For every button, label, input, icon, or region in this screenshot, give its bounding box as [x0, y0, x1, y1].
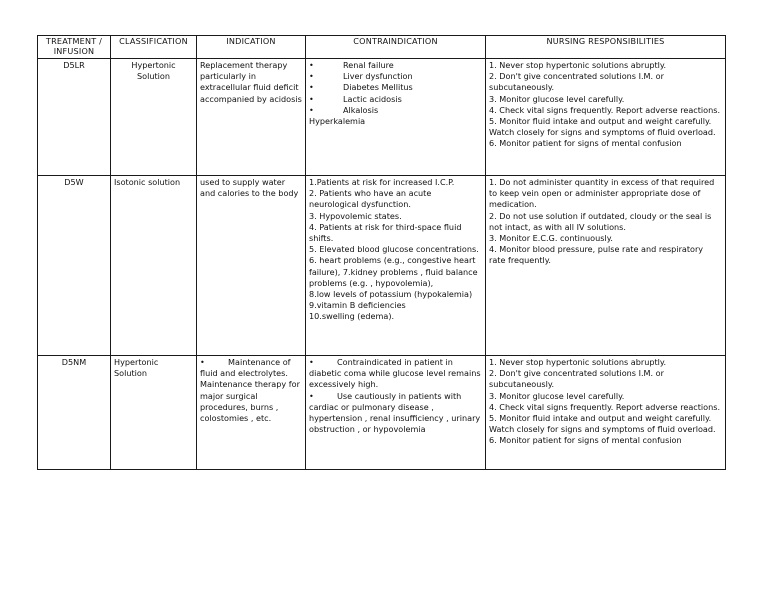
list-item: 6. Monitor patient for signs of mental confusion	[489, 138, 682, 149]
list-item: • Lactic acidosis	[309, 93, 402, 104]
bullet-icon: •	[309, 104, 314, 115]
contraindication-cell	[306, 176, 486, 356]
list-item: 3. Hypovolemic states.	[309, 210, 402, 221]
table-row	[38, 176, 726, 356]
bullet-icon: •	[309, 60, 314, 70]
list-item: 4. Check vital signs frequently. Report adverse reactions.	[489, 401, 721, 412]
header-row	[38, 36, 726, 59]
nursing-cell	[486, 176, 726, 356]
list-item: 3. Monitor glucose level carefully.	[489, 93, 625, 104]
list-item: 1. Do not administer quantity in excess of that required to keep vein open or administer appropriate dose of medication.	[489, 177, 715, 210]
list-item: 2. Do not use solution if outdated, cloudy or the seal is not intact, as with all IV solutions.	[489, 210, 712, 232]
contraindication-cell	[306, 356, 486, 470]
list-item: 2. Don't give concentrated solutions I.M. or subcutaneously.	[489, 71, 664, 93]
bullet-icon: •	[309, 93, 314, 104]
bullet-icon: •	[309, 357, 314, 367]
list-item: 5. Monitor fluid intake and output and weight carefully. Watch closely for signs and symptoms of fluid overload.	[489, 116, 716, 138]
nursing-cell	[486, 59, 726, 176]
list-item: 6. Monitor patient for signs of mental confusion	[489, 435, 682, 446]
list-item: 2. Patients who have an acute neurological dysfunction.	[309, 188, 432, 210]
bullet-icon: •	[309, 390, 314, 401]
list-item: 2. Don't give concentrated solutions I.M. or subcutaneously.	[489, 368, 664, 390]
list-item: • Use cautiously in patients with cardiac or pulmonary disease , hypertension , renal insufficiency , urinary obstruction , or hypovolemia	[309, 390, 481, 435]
table-row	[38, 59, 726, 176]
contraindication-cell	[306, 59, 486, 176]
treatment-name: D5NM	[38, 356, 111, 470]
list-item: 8.low levels of potassium (hypokalemia)	[309, 289, 473, 300]
list-item: 5. Monitor fluid intake and output and weight carefully. Watch closely for signs and symptoms of fluid overload.	[489, 413, 716, 435]
list-item: • Diabetes Mellitus	[309, 82, 413, 93]
classification-cell: Isotonic solution	[111, 176, 197, 356]
nursing-cell	[486, 356, 726, 470]
list-item: 6. heart problems (e.g., congestive heart failure), 7.kidney problems , fluid balance problems (e.g. , hypovolemia),	[309, 255, 478, 288]
list-item: 10.swelling (edema).	[309, 311, 395, 322]
indication-cell: Replacement therapy particularly in extracellular fluid deficit accompanied by acidosis	[197, 59, 306, 176]
treatment-name: D5W	[38, 176, 111, 356]
header-treatment: TREATMENT / INFUSION	[38, 36, 111, 59]
bullet-icon: •	[309, 71, 314, 82]
list-item: 9.vitamin B deficiencies	[309, 300, 406, 311]
list-item: 1. Never stop hypertonic solutions abruptly.	[489, 357, 667, 367]
list-item: 3. Monitor E.C.G. continuously.	[489, 233, 613, 244]
indication-cell	[197, 356, 306, 470]
table-row	[38, 356, 726, 470]
list-item: • Alkalosis	[309, 104, 379, 115]
list-item: 4. Monitor blood pressure, pulse rate and respiratory rate frequently.	[489, 244, 704, 266]
treatment-name: D5LR	[38, 59, 111, 176]
header-contraindication: CONTRAINDICATION	[306, 36, 486, 59]
classification-cell: Hypertonic Solution	[111, 59, 197, 176]
header-indication: INDICATION	[197, 36, 306, 59]
list-item: 1.Patients at risk for increased I.C.P.	[309, 177, 455, 187]
list-item: 3. Monitor glucose level carefully.	[489, 390, 625, 401]
indication-cell: used to supply water and calories to the body	[197, 176, 306, 356]
header-nursing-responsibilities: NURSING RESPONSIBILITIES	[486, 36, 726, 59]
list-item: 4. Check vital signs frequently. Report adverse reactions.	[489, 104, 721, 115]
list-item: • Renal failure	[309, 60, 394, 70]
list-item: • Liver dysfunction	[309, 71, 413, 82]
list-item: 1. Never stop hypertonic solutions abruptly.	[489, 60, 667, 70]
contraindication-extra: Hyperkalemia	[309, 116, 366, 127]
bullet-icon: •	[309, 82, 314, 93]
list-item: 4. Patients at risk for third-space fluid shifts.	[309, 221, 462, 244]
list-item: • Maintenance of fluid and electrolytes.	[200, 357, 291, 379]
iv-solutions-table	[37, 35, 726, 470]
classification-cell: Hypertonic Solution	[111, 356, 197, 470]
list-item: • Contraindicated in patient in diabetic coma while glucose level remains excessively high.	[309, 357, 481, 390]
indication-rest: Maintenance therapy for major surgical procedures, burns , colostomies , etc.	[200, 379, 300, 424]
header-classification: CLASSIFICATION	[111, 36, 197, 59]
bullet-icon: •	[200, 357, 205, 367]
list-item: 5. Elevated blood glucose concentrations.	[309, 244, 479, 255]
